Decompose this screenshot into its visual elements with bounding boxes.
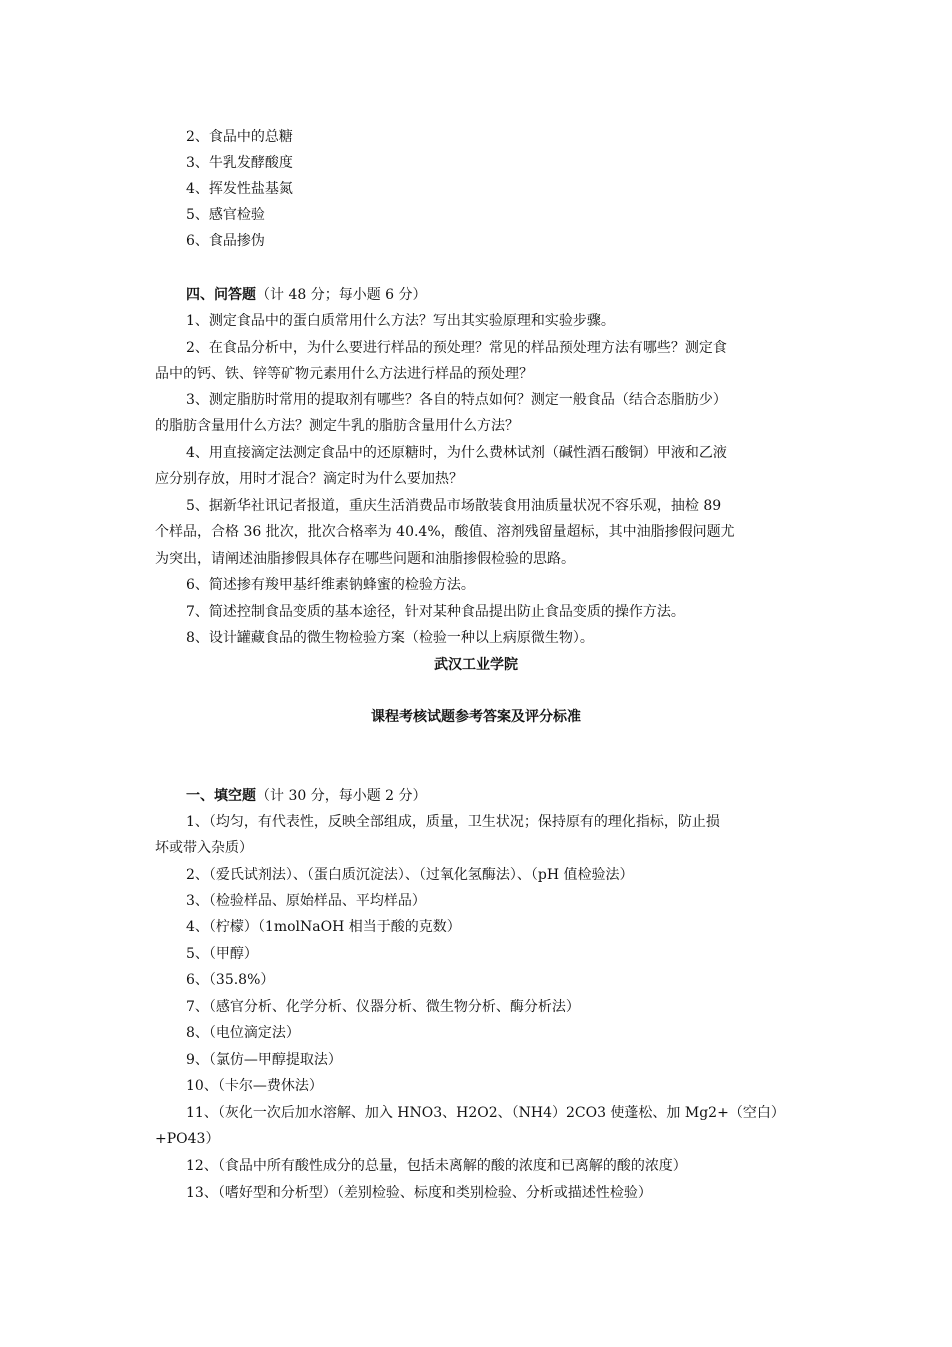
question-6: 6、简述掺有羧甲基纤维素钠蜂蜜的检验方法。 bbox=[186, 577, 475, 593]
question-7: 7、简述控制食品变质的基本途径，针对某种食品提出防止食品变质的操作方法。 bbox=[186, 604, 685, 620]
answer-4: 4、（柠檬）（1molNaOH 相当于酸的克数） bbox=[186, 919, 461, 935]
section1-heading: 一、填空题 bbox=[186, 788, 256, 804]
question-5-line-2: 个样品，合格 36 批次，批次合格率为 40.4%，酸值、溶剂残留量超标，其中油脂掺假问题尤 bbox=[155, 524, 735, 540]
section4-note: （计 48 分；每小题 6 分） bbox=[256, 287, 427, 303]
answer-12: 12、（食品中所有酸性成分的总量，包括未离解的酸的浓度和已离解的酸的浓度） bbox=[186, 1158, 687, 1174]
answer-10: 10、（卡尔—费休法） bbox=[186, 1078, 323, 1094]
answer-8: 8、（电位滴定法） bbox=[186, 1025, 300, 1041]
answer-1-line-2: 坏或带入杂质） bbox=[155, 840, 253, 856]
question-4-line-2: 应分别存放，用时才混合？滴定时为什么要加热？ bbox=[155, 471, 463, 487]
question-2-line-2: 品中的钙、铁、锌等矿物元素用什么方法进行样品的预处理？ bbox=[155, 366, 533, 382]
answer-1-line-1: 1、（均匀，有代表性，反映全部组成，质量，卫生状况；保持原有的理化指标，防止损 bbox=[186, 814, 720, 830]
school-name: 武汉工业学院 bbox=[434, 657, 518, 673]
section1-heading-line bbox=[186, 787, 427, 805]
section3-item: 2、食品中的总糖 bbox=[186, 129, 293, 145]
answer-9: 9、（氯仿—甲醇提取法） bbox=[186, 1052, 342, 1068]
answer-11-line-2: +PO43） bbox=[155, 1131, 220, 1147]
question-4-line-1: 4、用直接滴定法测定食品中的还原糖时，为什么费林试剂（碱性酒石酸铜）甲液和乙液 bbox=[186, 445, 727, 461]
section3-item: 5、感官检验 bbox=[186, 207, 265, 223]
section3-item: 6、食品掺伪 bbox=[186, 233, 265, 249]
section4-heading: 四、问答题 bbox=[186, 287, 256, 303]
section3-item: 3、牛乳发酵酸度 bbox=[186, 155, 293, 171]
section1-note: （计 30 分，每小题 2 分） bbox=[256, 788, 427, 804]
answer-2: 2、（爱氏试剂法）、（蛋白质沉淀法）、（过氧化氢酶法）、（pH 值检验法） bbox=[186, 867, 634, 883]
question-3-line-1: 3、测定脂肪时常用的提取剂有哪些？各自的特点如何？测定一般食品（结合态脂肪少） bbox=[186, 392, 727, 408]
section4-heading-line bbox=[186, 286, 427, 304]
answer-7: 7、（感官分析、化学分析、仪器分析、微生物分析、酶分析法） bbox=[186, 999, 580, 1015]
question-8: 8、设计罐藏食品的微生物检验方案（检验一种以上病原微生物）。 bbox=[186, 630, 594, 646]
answer-11-line-1: 11、（灰化一次后加水溶解、加入 HNO3、H2O2、（NH4）2CO3 使蓬松、加 Mg2+（空白） bbox=[186, 1105, 785, 1121]
question-3-line-2: 的脂肪含量用什么方法？测定牛乳的脂肪含量用什么方法？ bbox=[155, 418, 519, 434]
answer-13: 13、（嗜好型和分析型）（差别检验、标度和类别检验、分析或描述性检验） bbox=[186, 1185, 652, 1201]
question-5-line-3: 为突出，请阐述油脂掺假具体存在哪些问题和油脂掺假检验的思路。 bbox=[155, 551, 575, 567]
answer-6: 6、（35.8%） bbox=[186, 972, 275, 988]
answer-5: 5、（甲醇） bbox=[186, 946, 258, 962]
question-1: 1、测定食品中的蛋白质常用什么方法？写出其实验原理和实验步骤。 bbox=[186, 313, 615, 329]
question-2-line-1: 2、在食品分析中，为什么要进行样品的预处理？常见的样品预处理方法有哪些？测定食 bbox=[186, 340, 727, 356]
section3-item: 4、挥发性盐基氮 bbox=[186, 181, 293, 197]
answer-3: 3、（检验样品、原始样品、平均样品） bbox=[186, 893, 426, 909]
question-5-line-1: 5、据新华社讯记者报道，重庆生活消费品市场散装食用油质量状况不容乐观，抽检 89 bbox=[186, 498, 722, 514]
answer-title: 课程考核试题参考答案及评分标准 bbox=[371, 709, 581, 725]
